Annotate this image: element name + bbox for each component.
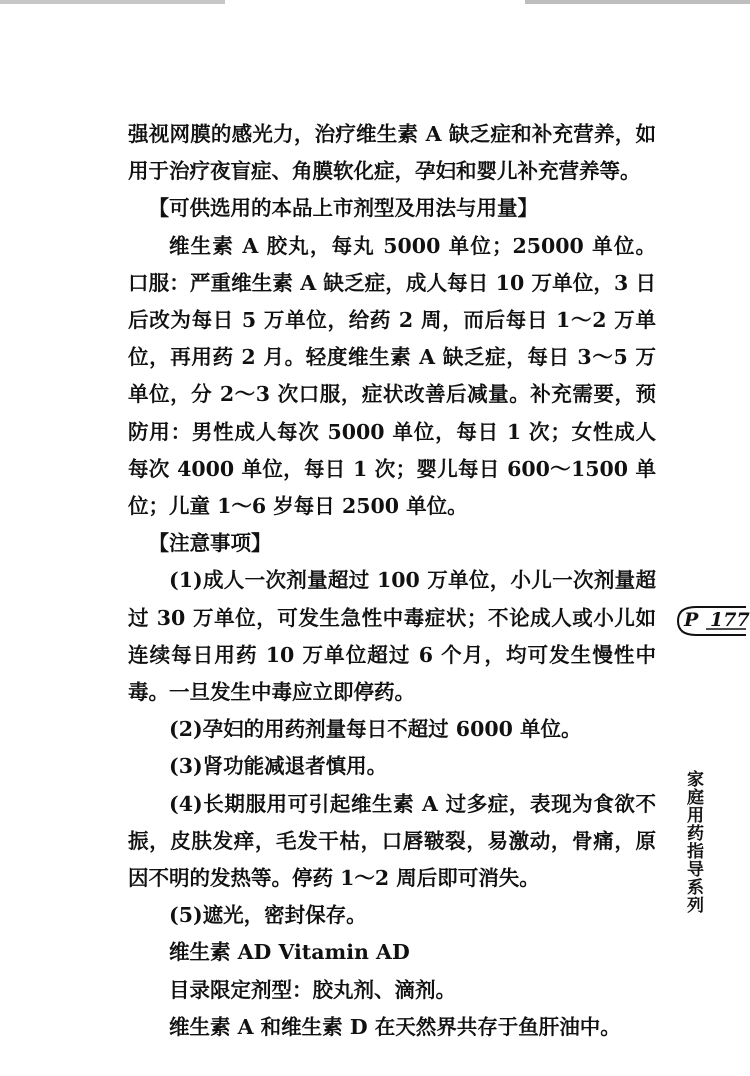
precaution-item-1: (1)成人一次剂量超过 100 万单位，小儿一次剂量超过 30 万单位，可发生急性中毒症状；不论成人或小儿如连续每日用药 10 万单位超过 6 个月，均可发生慢性中毒。一旦发生中毒应立即停药。 bbox=[128, 568, 656, 705]
precaution-item-4: (4)长期服用可引起维生素 A 过多症，表现为食欲不振，皮肤发痒，毛发干枯，口唇皲裂，易激动，骨痛，原因不明的发热等。停药 1～2 周后即可消失。 bbox=[128, 791, 656, 891]
page-number-badge bbox=[676, 604, 748, 638]
page-number: 177 bbox=[710, 609, 750, 631]
series-label: 家庭用药指导系列 bbox=[683, 770, 703, 914]
precaution-item-2: (2)孕妇的用药剂量每日不超过 6000 单位。 bbox=[169, 717, 582, 742]
page-body bbox=[128, 116, 656, 1046]
drug-entry-formulation: 目录限定剂型：胶丸剂、滴剂。 bbox=[169, 977, 456, 1002]
precaution-item-5: (5)遮光，密封保存。 bbox=[169, 903, 367, 928]
paragraph-dosage: 维生素 A 胶丸，每丸 5000 单位；25000 单位。口服：严重维生素 A 缺乏症，成人每日 10 万单位，3 日后改为每日 5 万单位，给药 2 周，而后每日 1～2 万单位，再用药 2 月。轻度维生素 A 缺乏症，每日 3～5 万单位，分 2～3 次口服，症状改善后减量。补充需要，预防用：男性成人每次 5000 单位，每日 1 次；女性成人每次 4000 单位，每日 1 次；婴儿每日 600～1500 单位；儿童 1～6 岁每日 2500 单位。 bbox=[128, 233, 656, 519]
drug-entry-title: 维生素 AD Vitamin AD bbox=[169, 940, 410, 965]
section-heading-precautions: 【注意事项】 bbox=[148, 531, 272, 556]
section-heading-dosage: 【可供选用的本品上市剂型及用法与用量】 bbox=[148, 196, 538, 221]
drug-entry-description: 维生素 A 和维生素 D 在天然界共存于鱼肝油中。 bbox=[169, 1014, 621, 1039]
paragraph-continuation: 强视网膜的感光力，治疗维生素 A 缺乏症和补充营养，如用于治疗夜盲症、角膜软化症，孕妇和婴儿补充营养等。 bbox=[128, 122, 656, 184]
precaution-item-3: (3)肾功能减退者慎用。 bbox=[169, 754, 388, 779]
page-prefix: P bbox=[684, 609, 699, 631]
scan-edge bbox=[0, 0, 750, 4]
